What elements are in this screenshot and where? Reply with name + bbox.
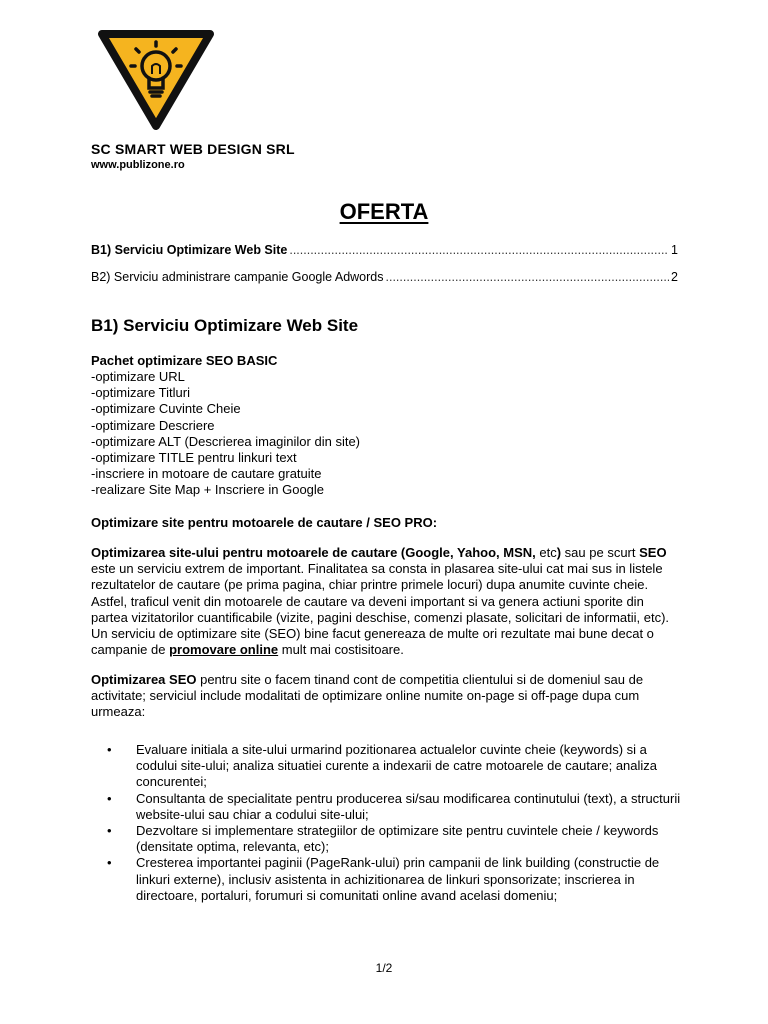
toc-entry[interactable] (91, 270, 678, 284)
package-list (91, 369, 681, 499)
toc-entry-label: B2) Serviciu administrare campanie Google Adwords (91, 270, 384, 284)
list-item-text: Dezvoltare si implementare strategiilor de optimizare site pentru cuvintele cheie / keywords (densitate optima, relevanta, etc); (136, 823, 659, 855)
package-item: -optimizare TITLE pentru linkuri text (91, 450, 297, 466)
company-website[interactable]: www.publizone.ro (91, 159, 185, 171)
inline-text: sau pe scurt (561, 545, 640, 560)
inline-text: pentru site o facem tinand cont de competitia clientului si de domeniul sau de activitate; serviciul include modalitati de optimizare online numite on-page si off-page dupa cum urmeaza: (91, 672, 644, 720)
toc-leader-dots (289, 243, 669, 257)
package-item: -inscriere in motoare de cautare gratuite (91, 466, 322, 482)
list-item (107, 742, 682, 791)
package-item: -optimizare ALT (Descrierea imaginilor din site) (91, 433, 361, 449)
list-item (107, 855, 682, 904)
list-item (107, 791, 682, 823)
inline-text: etc (535, 545, 557, 560)
package-title: Pachet optimizare SEO BASIC (91, 353, 278, 368)
inline-text: este un serviciu extrem de important. Finalitatea sa consta in plasarea site-ului cat mai sus in listele rezultatelor de cautare (pe prima pagina, chiar printre primele locuri) dupa anumite cuvinte cheie. Astfel, traficul venit din motoarele de cautare va deveni important si va genera actiuni sporite din partea vizitatorilor cuantificabile (vizite, pagini deschise, comenzi plasate, solicitari de informatii, etc). Un serviciu de optimizare site (SEO) bine facut genereaza de multe ori rezultate mai bune decat o campanie de (91, 561, 670, 658)
section-heading: B1) Serviciu Optimizare Web Site (91, 316, 359, 335)
list-item-text: Evaluare initiala a site-ului urmarind pozitionarea actualelor cuvinte cheie (keywords) si a codului site-ului; analiza situatiei curente a indexarii de catre motoarele de cautare; analiza concurentei; (136, 742, 658, 790)
bullet-glyph: • (107, 855, 112, 871)
promovare-online-link[interactable]: promovare online (169, 642, 279, 658)
package-item: -optimizare Cuvinte Cheie (91, 401, 241, 417)
inline-text: mult mai costisitoare. (278, 642, 404, 658)
bullet-glyph: • (107, 823, 112, 839)
seo-term: SEO (639, 545, 667, 560)
list-item-text: Consultanta de specialitate pentru producerea si/sau modificarea continutului (text), a structurii website-ului sau chiar a codului site-ului; (136, 790, 681, 822)
package-item: -realizare Site Map + Inscriere in Google (91, 482, 325, 498)
package-item: -optimizare Titluri (91, 385, 190, 401)
list-item (107, 823, 682, 855)
bold-lead: Optimizarea site-ului pentru motoarele de cautare (Google, Yahoo, MSN, (91, 545, 536, 560)
list-item-text: Cresterea importantei paginii (PageRank-ului) prin campanii de link building (constructie de linkuri externe), inclusiv asistenta in achizitionarea de linkuri sponsorizate; inscrierea in directoare, portaluri, forumuri si comunitati online avand acelasi domeniu; (136, 855, 660, 903)
seo-pro-title: Optimizare site pentru motoarele de cautare / SEO PRO: (91, 515, 438, 530)
toc-entry[interactable] (91, 243, 678, 257)
toc-leader-dots (386, 270, 670, 284)
bold-lead: Optimizarea SEO (91, 672, 197, 687)
seo-intro-paragraph (91, 545, 681, 658)
bullet-glyph: • (107, 742, 112, 757)
seo-scope-paragraph (91, 672, 681, 721)
document-title: OFERTA (339, 199, 429, 224)
toc-entry-page: 2 (671, 270, 678, 284)
page-number: 1/2 (375, 961, 393, 975)
lightbulb-warning-sign-icon (94, 26, 218, 132)
package-item: -optimizare Descriere (91, 417, 215, 433)
package-item: -optimizare URL (91, 369, 185, 384)
toc-entry-label: B1) Serviciu Optimizare Web Site (91, 243, 288, 257)
services-bullet-list (107, 742, 682, 904)
inline-bold: ) (556, 545, 562, 560)
bullet-glyph: • (107, 790, 112, 806)
company-name: SC SMART WEB DESIGN SRL (91, 141, 295, 157)
toc-entry-page: 1 (671, 243, 678, 257)
